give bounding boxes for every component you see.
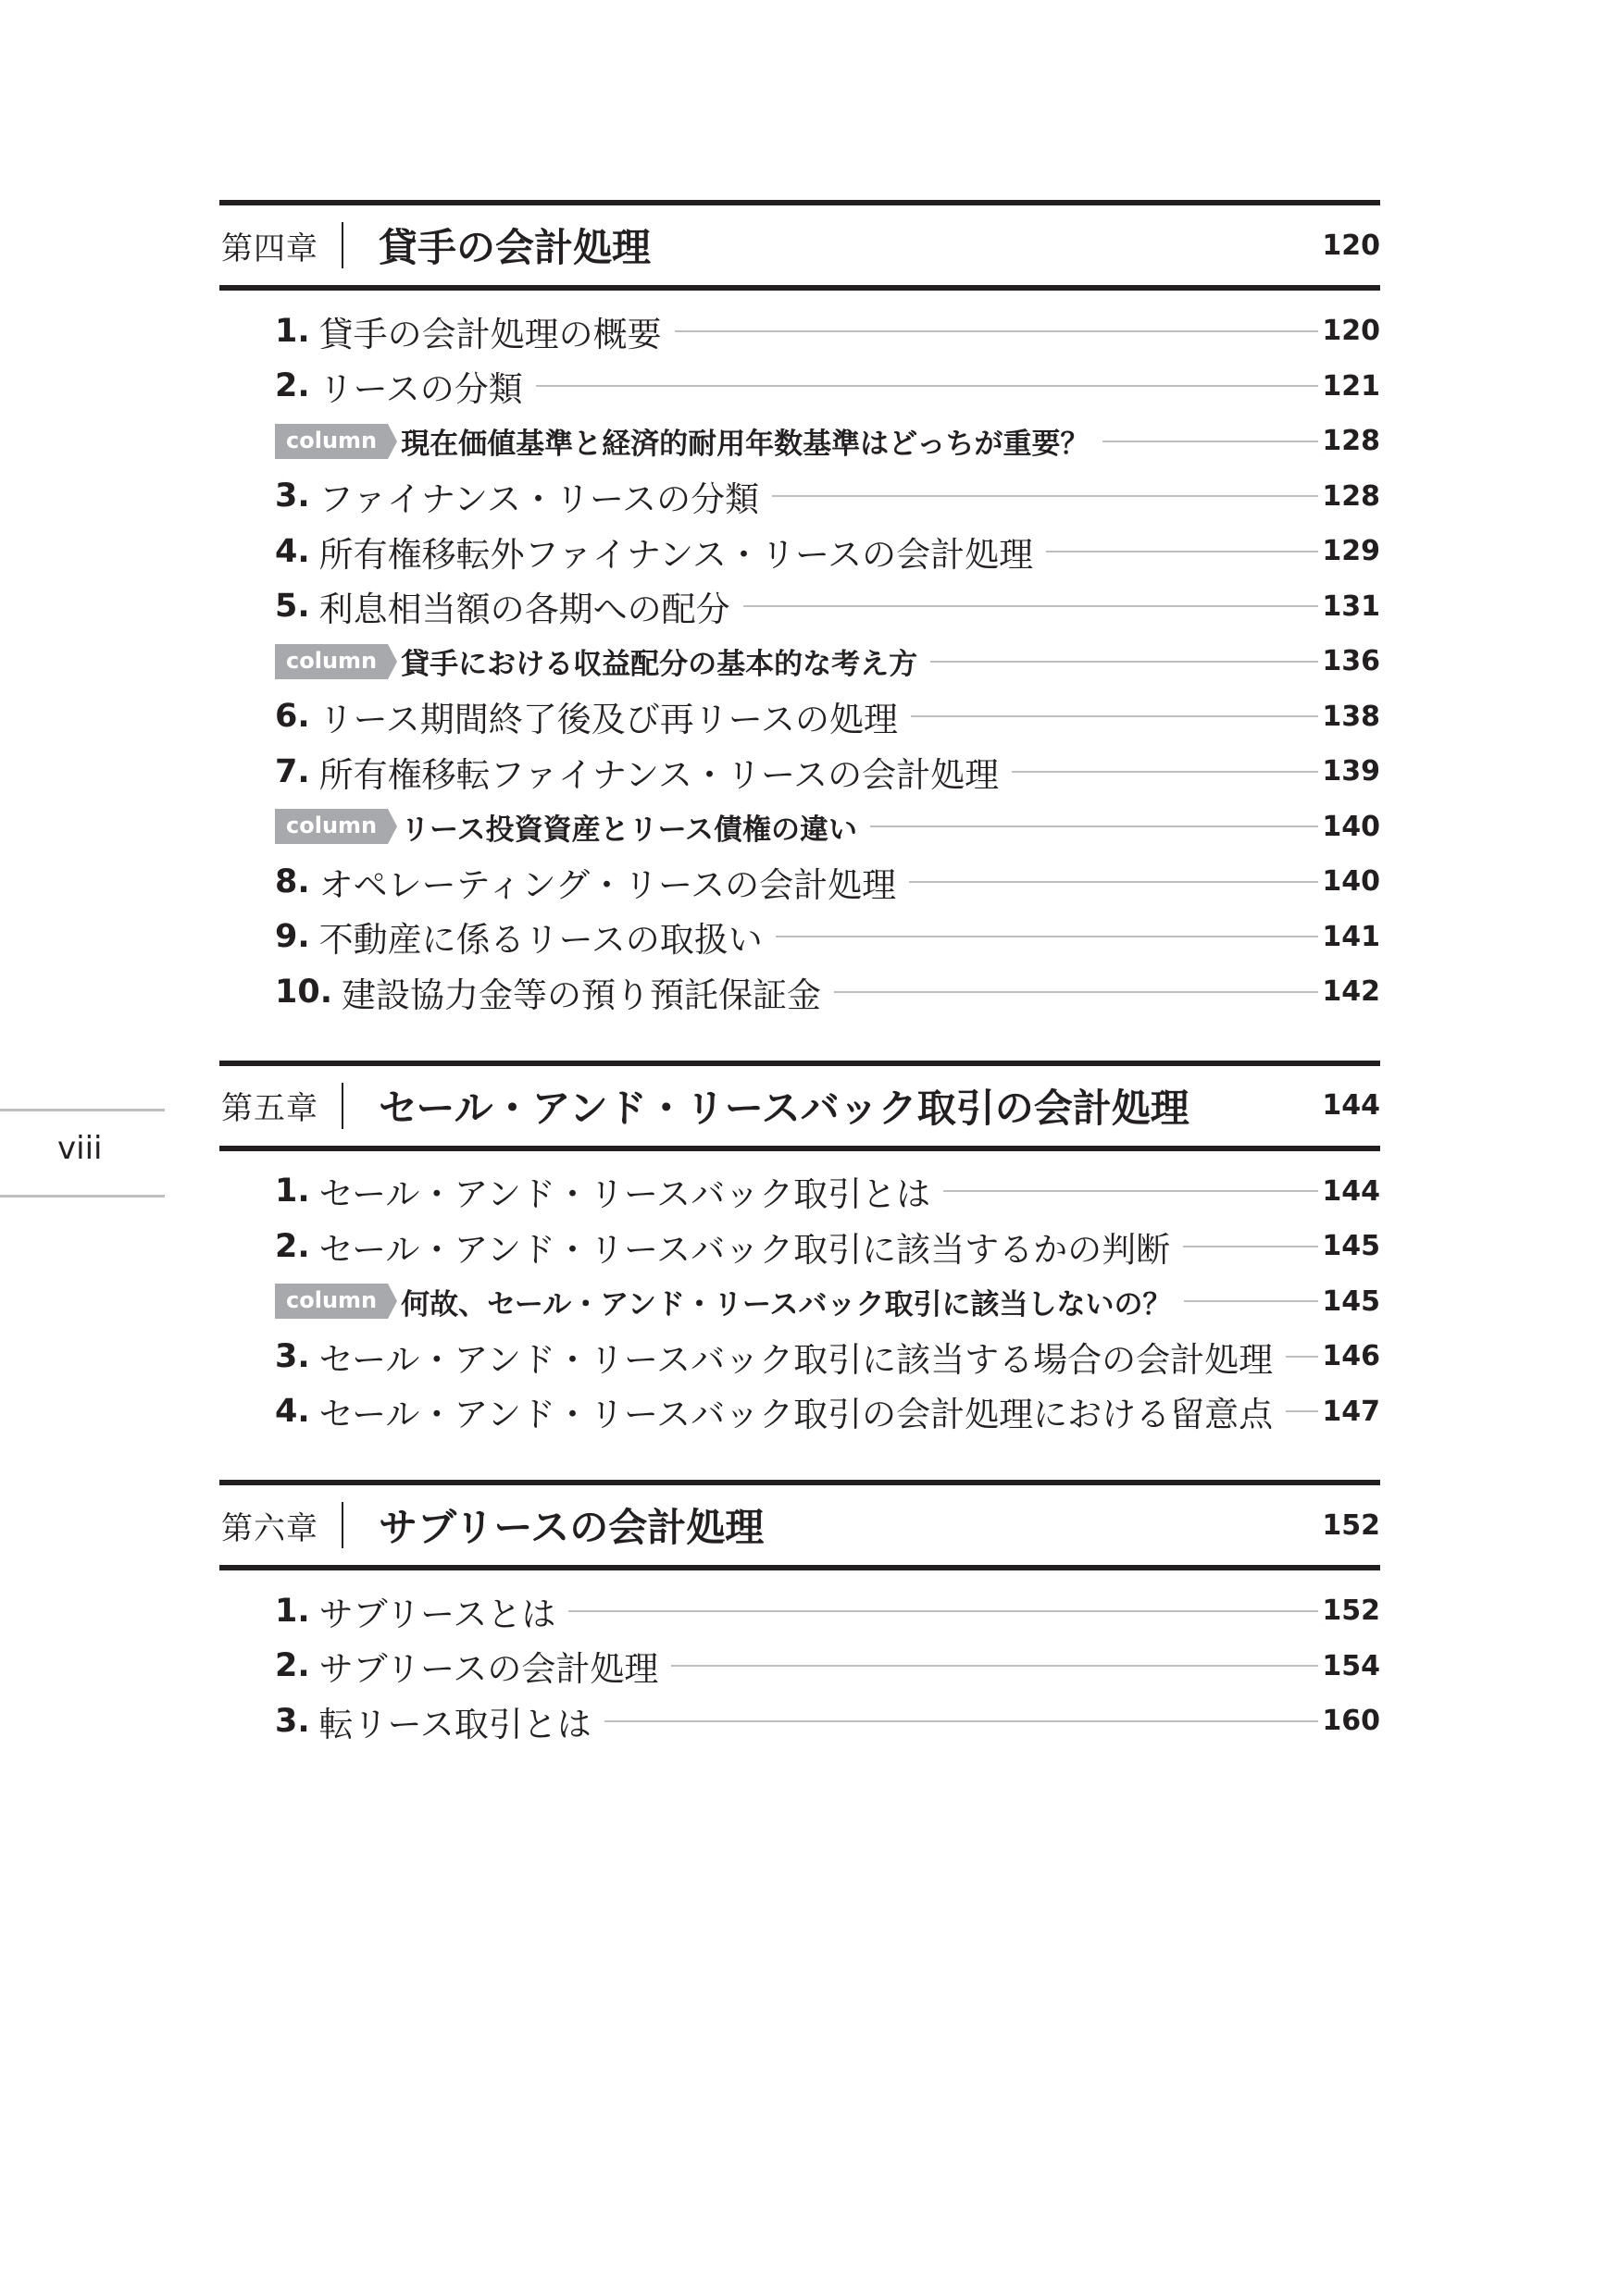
chapter-divider bbox=[342, 1083, 343, 1129]
chapter-page-number: 120 bbox=[1322, 229, 1380, 262]
entry-title: 利息相当額の各期への配分 bbox=[318, 590, 730, 630]
chapter-page-number: 144 bbox=[1322, 1089, 1380, 1122]
toc-entry bbox=[275, 1219, 1380, 1274]
table-of-contents bbox=[219, 200, 1380, 1790]
toc-entry bbox=[275, 1329, 1380, 1384]
entry-page-number: 121 bbox=[1322, 369, 1380, 403]
column-entry bbox=[275, 634, 1380, 689]
chapter-section bbox=[219, 1061, 1380, 1440]
entry-title: 所有権移転ファイナンス・リースの会計処理 bbox=[318, 754, 1000, 795]
toc-entry bbox=[275, 854, 1380, 910]
toc-entry bbox=[275, 524, 1380, 579]
toc-entry bbox=[275, 359, 1380, 415]
entry-title: リース投資資産とリース債権の違い bbox=[401, 813, 858, 847]
toc-entry bbox=[275, 1583, 1380, 1639]
toc-entry bbox=[275, 1694, 1380, 1749]
entry-number: 3. bbox=[275, 478, 310, 515]
chapter-section bbox=[219, 200, 1380, 1020]
entry-title: セール・アンド・リースバック取引に該当する場合の会計処理 bbox=[318, 1339, 1274, 1380]
page-number: viii bbox=[57, 1130, 103, 1167]
entry-page-number: 147 bbox=[1322, 1395, 1380, 1428]
leader-line bbox=[1184, 1300, 1318, 1302]
leader-line bbox=[772, 495, 1318, 497]
entry-number: 3. bbox=[275, 1337, 310, 1375]
leader-line bbox=[743, 605, 1319, 607]
leader-line bbox=[1046, 551, 1318, 552]
leader-line bbox=[1286, 1410, 1318, 1412]
entry-page-number: 154 bbox=[1322, 1649, 1380, 1682]
chapter-title: 貸手の会計処理 bbox=[379, 225, 652, 270]
entry-page-number: 129 bbox=[1322, 535, 1380, 568]
leader-line bbox=[675, 330, 1319, 332]
leader-line bbox=[834, 991, 1318, 993]
chapter-entries bbox=[219, 1164, 1380, 1440]
entry-number: 2. bbox=[275, 1647, 310, 1685]
chapter-entries bbox=[219, 1583, 1380, 1749]
entry-page-number: 160 bbox=[1322, 1705, 1380, 1738]
leader-line bbox=[930, 661, 1318, 663]
entry-number: 10. bbox=[275, 973, 333, 1011]
entry-title: リース期間終了後及び再リースの処理 bbox=[318, 700, 898, 740]
column-badge: column bbox=[275, 424, 388, 459]
chapter-divider bbox=[342, 1502, 343, 1548]
chapter-heading bbox=[219, 1061, 1380, 1151]
chapter-section bbox=[219, 1480, 1380, 1749]
toc-entry bbox=[275, 744, 1380, 800]
toc-entry bbox=[275, 1639, 1380, 1694]
leader-line bbox=[1012, 771, 1318, 773]
entry-title: リースの分類 bbox=[318, 369, 523, 410]
toc-entry bbox=[275, 304, 1380, 359]
entry-title: サブリースとは bbox=[318, 1594, 556, 1634]
entry-number: 1. bbox=[275, 1592, 310, 1630]
entry-number: 4. bbox=[275, 1393, 310, 1431]
entry-page-number: 131 bbox=[1322, 590, 1380, 623]
column-entry bbox=[275, 800, 1380, 855]
entry-number: 9. bbox=[275, 918, 310, 956]
entry-number: 3. bbox=[275, 1702, 310, 1740]
toc-entry bbox=[275, 1384, 1380, 1440]
entry-title: 何故、セール・アンド・リースバック取引に該当しないの？ bbox=[401, 1287, 1172, 1322]
leader-line bbox=[1183, 1246, 1318, 1247]
entry-title: 貸手における収益配分の基本的な考え方 bbox=[401, 648, 918, 682]
entry-page-number: 140 bbox=[1322, 865, 1380, 899]
toc-entry bbox=[275, 469, 1380, 525]
leader-line bbox=[943, 1190, 1318, 1192]
entry-page-number: 128 bbox=[1322, 425, 1380, 458]
chapter-entries bbox=[219, 304, 1380, 1020]
leader-line bbox=[911, 715, 1318, 717]
entry-title: 現在価値基準と経済的耐用年数基準はどっちが重要？ bbox=[401, 428, 1090, 462]
leader-line bbox=[568, 1610, 1318, 1612]
leader-line bbox=[1286, 1356, 1318, 1358]
toc-entry bbox=[275, 579, 1380, 635]
leader-line bbox=[671, 1665, 1318, 1667]
entry-page-number: 136 bbox=[1322, 645, 1380, 678]
entry-title: セール・アンド・リースバック取引に該当するかの判断 bbox=[318, 1229, 1171, 1270]
column-badge: column bbox=[275, 809, 388, 844]
entry-number: 4. bbox=[275, 532, 310, 570]
chapter-title: セール・アンド・リースバック取引の会計処理 bbox=[379, 1085, 1189, 1131]
leader-line bbox=[776, 936, 1319, 937]
entry-title: セール・アンド・リースバック取引の会計処理における留意点 bbox=[318, 1395, 1274, 1435]
entry-page-number: 152 bbox=[1322, 1595, 1380, 1628]
entry-page-number: 146 bbox=[1322, 1340, 1380, 1373]
entry-title: 不動産に係るリースの取扱い bbox=[318, 920, 763, 961]
entry-number: 1. bbox=[275, 312, 310, 350]
column-badge: column bbox=[275, 644, 388, 679]
column-entry bbox=[275, 414, 1380, 469]
leader-line bbox=[909, 881, 1318, 883]
entry-number: 7. bbox=[275, 752, 310, 790]
entry-page-number: 141 bbox=[1322, 920, 1380, 953]
entry-number: 6. bbox=[275, 698, 310, 736]
entry-title: 貸手の会計処理の概要 bbox=[318, 314, 662, 354]
chapter-number: 第五章 bbox=[221, 1090, 318, 1127]
chapter-page-number: 152 bbox=[1322, 1508, 1380, 1542]
chapter-number: 第四章 bbox=[221, 230, 318, 267]
entry-page-number: 145 bbox=[1322, 1230, 1380, 1263]
entry-title: オペレーティング・リースの会計処理 bbox=[318, 864, 897, 905]
column-badge: column bbox=[275, 1284, 388, 1319]
chapter-heading bbox=[219, 1480, 1380, 1570]
entry-title: 転リース取引とは bbox=[318, 1704, 592, 1744]
page-folio-marker bbox=[0, 1109, 165, 1198]
entry-page-number: 139 bbox=[1322, 755, 1380, 788]
chapter-heading bbox=[219, 200, 1380, 291]
chapter-divider bbox=[342, 222, 343, 268]
toc-entry bbox=[275, 1164, 1380, 1220]
entry-number: 2. bbox=[275, 1227, 310, 1265]
entry-title: 建設協力金等の預り預託保証金 bbox=[342, 974, 822, 1015]
entry-page-number: 142 bbox=[1322, 975, 1380, 1009]
chapter-number: 第六章 bbox=[221, 1509, 318, 1547]
toc-entry bbox=[275, 689, 1380, 745]
toc-entry bbox=[275, 964, 1380, 1020]
entry-title: ファイナンス・リースの分類 bbox=[318, 479, 760, 520]
toc-entry bbox=[275, 910, 1380, 965]
entry-number: 8. bbox=[275, 863, 310, 900]
leader-line bbox=[870, 825, 1318, 827]
entry-page-number: 145 bbox=[1322, 1285, 1380, 1318]
chapter-title: サブリースの会計処理 bbox=[379, 1505, 765, 1550]
entry-page-number: 120 bbox=[1322, 315, 1380, 348]
entry-title: 所有権移転外ファイナンス・リースの会計処理 bbox=[318, 534, 1034, 575]
entry-number: 5. bbox=[275, 588, 310, 626]
entry-number: 2. bbox=[275, 367, 310, 405]
leader-line bbox=[1102, 441, 1319, 442]
entry-number: 1. bbox=[275, 1173, 310, 1210]
entry-title: サブリースの会計処理 bbox=[318, 1649, 659, 1690]
entry-page-number: 138 bbox=[1322, 700, 1380, 733]
leader-line bbox=[604, 1720, 1319, 1722]
entry-page-number: 140 bbox=[1322, 810, 1380, 843]
entry-title: セール・アンド・リースバック取引とは bbox=[318, 1174, 931, 1215]
entry-page-number: 144 bbox=[1322, 1174, 1380, 1208]
entry-page-number: 128 bbox=[1322, 479, 1380, 513]
column-entry bbox=[275, 1274, 1380, 1330]
leader-line bbox=[536, 385, 1319, 387]
